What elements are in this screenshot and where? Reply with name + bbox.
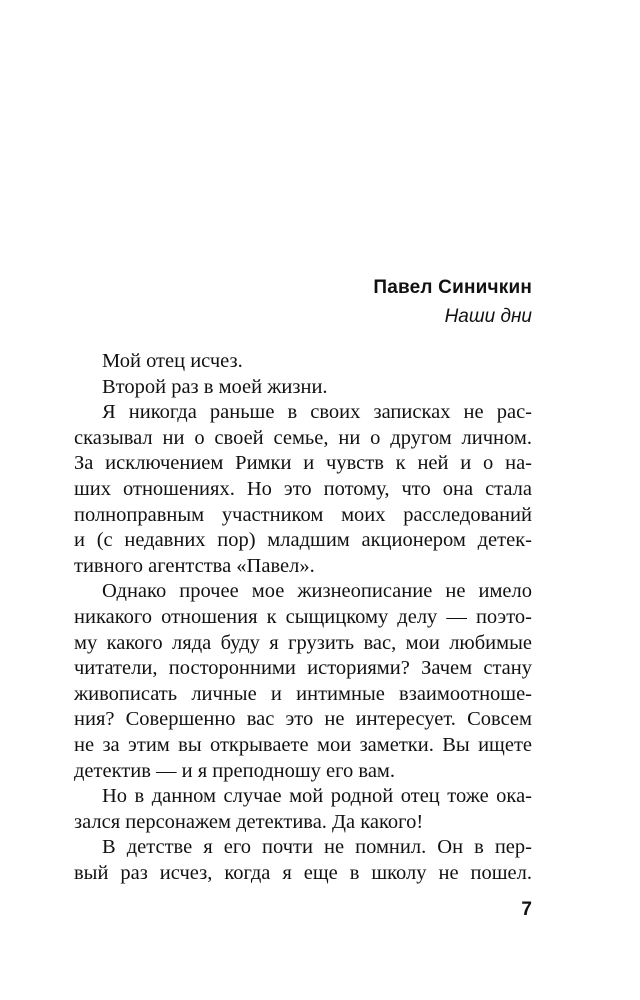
text-line: не за этим вы открываете мои заметки. Вы ищете (74, 733, 532, 756)
text-line: Мой отец исчез. (102, 350, 243, 372)
text-line: никакого отношения к сыщицкому делу — поэто- (74, 605, 532, 628)
text-line: живописать личные и интимные взаимоотноше- (74, 682, 532, 705)
chapter-header (74, 274, 532, 332)
text-line: детектив — и я преподношу его вам. (74, 759, 396, 782)
body-text (74, 349, 532, 886)
text-line: Однако прочее мое жизнеописание не имело (102, 580, 532, 603)
text-line: вый раз исчез, когда я еще в школу не пошел. (74, 861, 532, 884)
text-line: му какого ляда буду я грузить вас, мои любимые (74, 631, 532, 654)
text-line: Я никогда раньше в своих записках не рас- (102, 401, 532, 424)
text-line: Но в данном случае мой родной отец тоже ока- (102, 785, 532, 808)
text-line: читатели, посторонними историями? Зачем стану (74, 657, 532, 680)
chapter-author: Павел Синичкин (373, 277, 532, 298)
text-line: За исключением Римки и чувств к ней и о на- (74, 452, 532, 475)
text-line: сказывал ни о своей семье, ни о другом личном. (74, 426, 532, 449)
text-line: ших отношениях. Но это потому, что она стала (74, 477, 532, 500)
text-line: Второй раз в моей жизни. (102, 375, 328, 398)
text-line: зался персонажем детектива. Да какого! (74, 810, 424, 833)
text-line: и (с недавних пор) младшим акционером детек- (74, 529, 532, 552)
page-number: 7 (521, 899, 532, 920)
text-line: В детстве я его почти не помнил. Он в пер- (102, 836, 532, 859)
chapter-subtitle: Наши дни (444, 306, 532, 327)
text-line: тивного агентства «Павел». (74, 554, 315, 577)
text-line: ния? Совершенно вас это не интересует. Совсем (74, 708, 532, 731)
text-line: полноправным участником моих расследований (74, 503, 532, 526)
